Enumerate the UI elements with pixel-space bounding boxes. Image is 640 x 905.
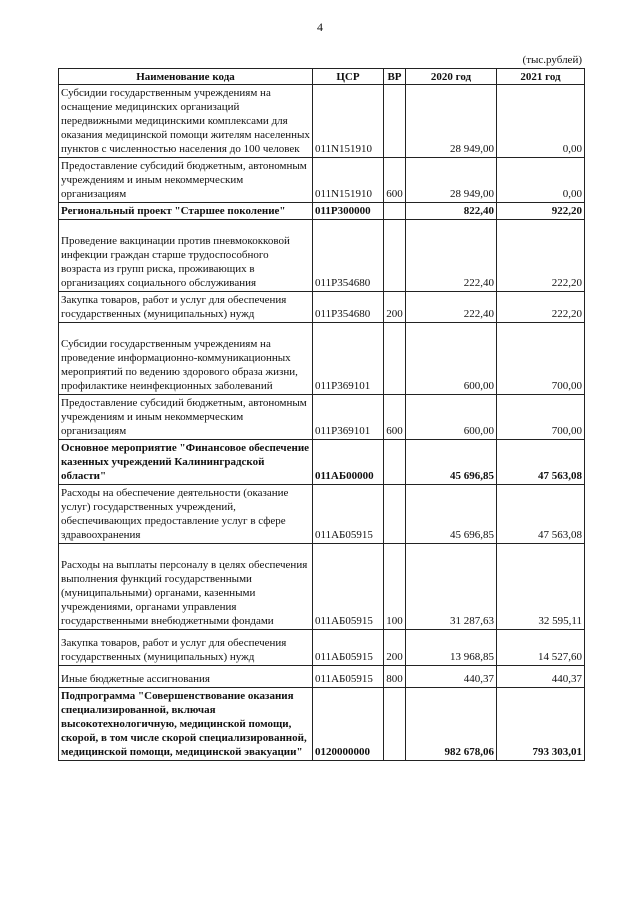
table-row [59, 85, 585, 158]
cell-name: Субсидии государственным учреждениям на проведение информационно-коммуникационных мероприятий по ведению здорового образа жизни, профилактике неинфекционных заболеваний [59, 323, 313, 395]
cell-2020: 28 949,00 [406, 158, 497, 203]
cell-2021: 793 303,01 [497, 688, 585, 761]
cell-csr: 011АБ05915 [313, 544, 384, 630]
cell-name: Расходы на выплаты персоналу в целях обеспечения выполнения функций государственными (муниципальными) органами, казенными учреждениями, органами управления государственными внебюджетными фондами [59, 544, 313, 630]
table-row [59, 688, 585, 761]
cell-name: Иные бюджетные ассигнования [59, 666, 313, 688]
cell-vr [384, 688, 406, 761]
cell-vr [384, 220, 406, 292]
cell-2020: 222,40 [406, 220, 497, 292]
cell-name: Региональный проект "Старшее поколение" [59, 203, 313, 220]
cell-2020: 45 696,85 [406, 440, 497, 485]
cell-csr: 011N151910 [313, 158, 384, 203]
cell-2021: 14 527,60 [497, 630, 585, 666]
table-row [59, 666, 585, 688]
cell-2020: 31 287,63 [406, 544, 497, 630]
cell-2021: 32 595,11 [497, 544, 585, 630]
table-row [59, 323, 585, 395]
cell-2021: 222,20 [497, 292, 585, 323]
cell-vr [384, 203, 406, 220]
cell-csr: 011N151910 [313, 85, 384, 158]
cell-vr: 100 [384, 544, 406, 630]
cell-csr: 0120000000 [313, 688, 384, 761]
header-2021: 2021 год [497, 69, 585, 85]
table-header-row [59, 69, 585, 85]
cell-name: Основное мероприятие "Финансовое обеспечение казенных учреждений Калининградской области" [59, 440, 313, 485]
cell-vr: 600 [384, 395, 406, 440]
page-number: 4 [317, 20, 323, 34]
cell-2020: 222,40 [406, 292, 497, 323]
cell-2021: 47 563,08 [497, 440, 585, 485]
cell-2021: 700,00 [497, 395, 585, 440]
cell-2020: 28 949,00 [406, 85, 497, 158]
cell-2021: 922,20 [497, 203, 585, 220]
table-row [59, 220, 585, 292]
cell-vr [384, 85, 406, 158]
cell-csr: 011АБ00000 [313, 440, 384, 485]
cell-2020: 600,00 [406, 395, 497, 440]
table-row [59, 395, 585, 440]
cell-name: Закупка товаров, работ и услуг для обеспечения государственных (муниципальных) нужд [59, 292, 313, 323]
cell-2020: 13 968,85 [406, 630, 497, 666]
cell-vr: 600 [384, 158, 406, 203]
cell-vr [384, 323, 406, 395]
cell-csr: 011АБ05915 [313, 630, 384, 666]
table-row [59, 485, 585, 544]
header-vr: ВР [384, 69, 406, 85]
cell-name: Подпрограмма "Совершенствование оказания специализированной, включая высокотехнологичную, медицинской помощи, скорой, в том числе скорой специализированной, медицинской помощи, медицинской эвакуации" [59, 688, 313, 761]
cell-name: Предоставление субсидий бюджетным, автономным учреждениям и иным некоммерческим организациям [59, 395, 313, 440]
cell-csr: 011P369101 [313, 395, 384, 440]
table-row [59, 544, 585, 630]
budget-table [58, 68, 585, 761]
table-row [59, 292, 585, 323]
cell-name: Закупка товаров, работ и услуг для обеспечения государственных (муниципальных) нужд [59, 630, 313, 666]
table-row [59, 440, 585, 485]
cell-name: Расходы на обеспечение деятельности (оказание услуг) государственных учреждений, обеспечивающих предоставление услуг в сфере здравоохранения [59, 485, 313, 544]
units-label: (тыс.рублей) [522, 54, 582, 66]
cell-vr [384, 485, 406, 544]
cell-name: Предоставление субсидий бюджетным, автономным учреждениям и иным некоммерческим организациям [59, 158, 313, 203]
cell-csr: 011АБ05915 [313, 666, 384, 688]
cell-name: Проведение вакцинации против пневмококковой инфекции граждан старше трудоспособного возраста из групп риска, проживающих в организациях социального обслуживания [59, 220, 313, 292]
header-csr: ЦСР [313, 69, 384, 85]
cell-csr: 011P369101 [313, 323, 384, 395]
cell-csr: 011P300000 [313, 203, 384, 220]
cell-vr: 200 [384, 292, 406, 323]
cell-2020: 600,00 [406, 323, 497, 395]
table-row [59, 630, 585, 666]
table-row [59, 203, 585, 220]
cell-csr: 011АБ05915 [313, 485, 384, 544]
cell-2020: 440,37 [406, 666, 497, 688]
cell-2020: 822,40 [406, 203, 497, 220]
cell-vr [384, 440, 406, 485]
cell-vr: 200 [384, 630, 406, 666]
cell-vr: 800 [384, 666, 406, 688]
table-row [59, 158, 585, 203]
cell-2020: 982 678,06 [406, 688, 497, 761]
cell-csr: 011P354680 [313, 292, 384, 323]
table-body [59, 85, 585, 761]
cell-2021: 700,00 [497, 323, 585, 395]
cell-csr: 011P354680 [313, 220, 384, 292]
cell-2021: 440,37 [497, 666, 585, 688]
cell-2021: 0,00 [497, 85, 585, 158]
cell-2020: 45 696,85 [406, 485, 497, 544]
cell-2021: 222,20 [497, 220, 585, 292]
header-name: Наименование кода [59, 69, 313, 85]
header-2020: 2020 год [406, 69, 497, 85]
cell-name: Субсидии государственным учреждениям на оснащение медицинских организаций передвижными медицинскими комплексами для оказания медицинской помощи жителям населенных пунктов с численностью населения до 100 человек [59, 85, 313, 158]
cell-2021: 0,00 [497, 158, 585, 203]
cell-2021: 47 563,08 [497, 485, 585, 544]
